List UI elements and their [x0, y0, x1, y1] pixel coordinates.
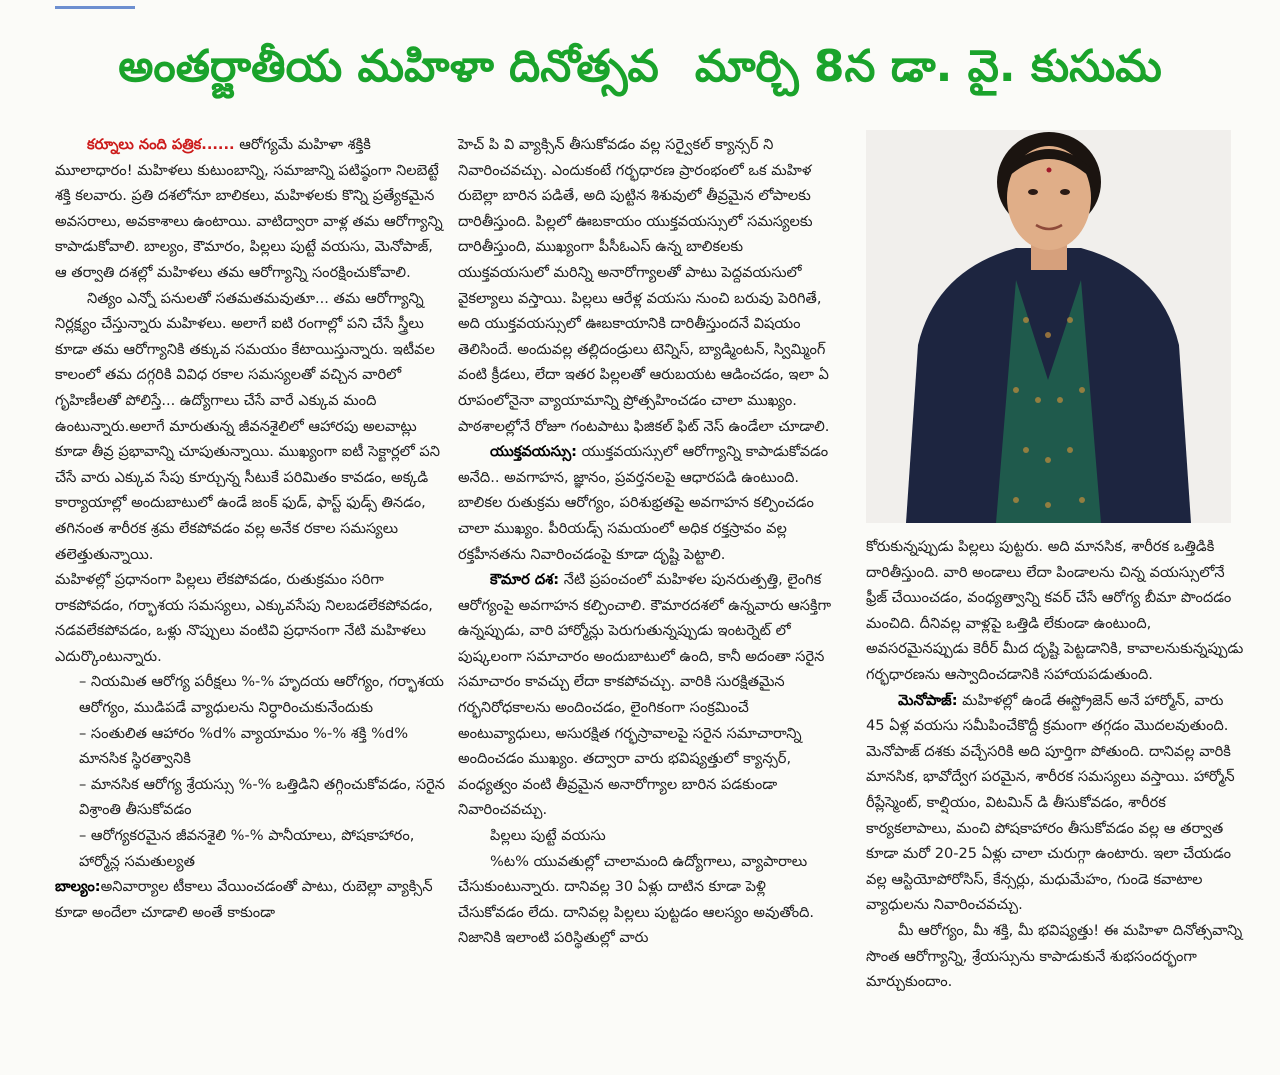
paragraph-teen-stage — [458, 567, 836, 823]
menopause-text: మహిళల్లో ఉండే ఈస్ట్రోజెన్ అనే హార్మోన్, వారు 45 ఏళ్ల వయసు సమీపించేకొద్దీ క్రమంగా తగ్గడం మొదలవుతుంది. మెనోపాజ్ దశకు వచ్చేసరికి అది పూర్తిగా పోతుంది. దానివల్ల వారికి మానసిక, భావోద్వేగ పరమైన, శారీరక సమస్యలు వస్తాయి. హార్మోన్ రీప్లేస్మెంట్, కాల్షియం, విటమిన్ డి తీసుకోవడం, శారీరక కార్యకలాపాలు, మంచి పోషకాహారం తీసుకోవడం వల్ల ఆ తర్వాత కూడా మరో 20-25 ఏళ్లు చాలా చురుగ్గా ఉంటారు. ఇలా చేయడం వల్ల ఆస్టియోపోరోసిస్, కేన్సర్లు, మధుమేహం, గుండె కవాటాల వ్యాధులను నివారించవచ్చు. — [866, 691, 1235, 914]
headline-part-2: మార్చి 8న డా. వై. కుసుమ — [694, 41, 1162, 92]
portrait-photo — [866, 130, 1231, 523]
headline — [0, 40, 1280, 104]
paragraph-menopause — [866, 688, 1244, 918]
paragraph-intro-text: ఆరోగ్యమే మహిళా శక్తికి మూలాధారం! మహిళలు కుటుంబాన్ని, సమాజాన్ని పటిష్ఠంగా నిలబెట్టే శక్తి కలవారు. ప్రతి దశలోనూ బాలికలు, మహిళలకు కొన్ని ప్రత్యేకమైన అవసరాలు, అవకాశాలు ఉంటాయి. వాటిద్వారా వాళ్ల తమ ఆరోగ్యాన్ని కాపాడుకోవాలి. బాల్యం, కౌమారం, పిల్లలు పుట్టే వయసు, మెనోపాజ్, ఆ తర్వాతి దశల్లో మహిళలు తమ ఆరోగ్యాన్ని సంరక్షించుకోవాలి. — [55, 136, 443, 281]
bullet-lifestyle: – ఆరోగ్యకరమైన జీవనశైలి %-% పానీయాలు, పోషకాహారం, హార్మోన్ల సమతుల్యత — [79, 827, 415, 870]
subheading-childbearing-age: పిల్లలు పుట్టే వయసు — [490, 827, 606, 845]
paragraph-lifestyle: నిత్యం ఎన్నో పనులతో సతమతమవుతూ... తమ ఆరోగ్యాన్ని నిర్లక్ష్యం చేస్తున్నారు మహిళలు. అలాగే ఐటి రంగాల్లో పని చేసే స్త్రీలు కూడా తమ ఆరోగ్యానికి తక్కువ సమయం కేటాయిస్తున్నారు. ఇటీవల కాలంలో తమ దగ్గరికి వివిధ రకాల సమస్యలతో వచ్చిన వారిలో గృహిణీలతో పోలిస్తే... ఉద్యోగాలు చేసే వారే ఎక్కువ మంది ఉంటున్నారు.అలాగే మారుతున్న జీవనశైలిలో ఆహారపు అలవాట్లు కూడా తీవ్ర ప్రభావాన్ని చూపుతున్నాయి. ముఖ్యంగా ఐటీ సెక్టార్లలో పని చేసే వారు ఎక్కువ సేపు కూర్చున్న సీటుకే పరిమితం కావడం, అక్కడి కార్యాయాల్లో అందుబాటులో ఉండే జంక్ ఫుడ్, ఫాస్ట్ ఫుడ్స్ తినడం, తగినంత శారీరక శ్రమ లేకపోవడం వల్ల అనేక రకాల సమస్యలు తలెత్తుతున్నాయి. — [55, 289, 441, 563]
article-column-2 — [458, 132, 836, 951]
teen-stage-text: నేటి ప్రపంచంలో మహిళల పునరుత్పత్తి, లైంగిక ఆరోగ్యంపై అవగాహన కల్పించాలి. కౌమారదశలో ఉన్నవారు ఆసక్తిగా ఉన్నప్పుడు, వారి హార్మోన్లు పెరుగుతున్నప్పుడు ఇంటర్నెట్ లో పుష్కలంగా సమాచారం అందుబాటులో ఉంది, కానీ అదంతా సరైన సమాచారం కావచ్చు లేదా కాకపోవచ్చు. వారికి సురక్షితమైన గర్భనిరోధకాలను అందించడం, లైంగికంగా సంక్రమించే అంటువ్యాధులు, అసురక్షిత గర్భస్రావాలపై సరైన సమాచారాన్ని అందించడం ముఖ్యం. తద్వారా వారు భవిష్యత్తులో క్యాన్సర్, వంధ్యత్వం వంటి తీవ్రమైన అనారోగ్యాల బారిన పడకుండా నివారించవచ్చు. — [458, 571, 832, 819]
article-column-3 — [866, 534, 1244, 995]
paragraph-hpv: హెచ్ పి వి వ్యాక్సిన్ తీసుకోవడం వల్ల సర్వైకల్ క్యాన్సర్ ని నివారించవచ్చు. ఎందుకంటే గర్భధారణ ప్రారంభంలో ఒక మహిళ రుబెల్లా బారిన పడితే, అది పుట్టిన శిశువులో తీవ్రమైన లోపాలకు దారితీస్తుంది. పిల్లలో ఊబకాయం యుక్తవయస్సులో సమస్యలకు దారితీస్తుంది, ముఖ్యంగా పీసీఓఎస్ ఉన్న బాలికలకు యుక్తవయసులో మరిన్ని అనారోగ్యాలతో పాటు పెద్దవయసులో వైకల్యాలు వస్తాయి. పిల్లలు ఆరేళ్ల వయసు నుంచి బరువు పెరిగితే, అది యుక్తవయస్సులో ఊబకాయానికి దారితీస్తుందనే విషయం తెలిసిందే. అందువల్ల తల్లిదండ్రులు టెన్నిస్, బ్యాడ్మింటన్, స్విమ్మింగ్ వంటి క్రీడలు, లేదా ఇతర పిల్లలతో ఆరుబయట ఆడించడం, ఇలా ఏ రూపంలోనైనా వ్యాయామాన్ని ప్రోత్సహించడం చాలా ముఖ్యం. పాఠశాలల్లోనే రోజూ గంటపాటు ఫిజికల్ ఫిట్ నెస్ ఉండేలా చూడాలి. — [458, 136, 830, 435]
dateline-label: కర్నూలు నంది పత్రిక...... — [87, 136, 235, 153]
paragraph-fertility: కోరుకున్నప్పుడు పిల్లలు పుట్టరు. అది మానసిక, శారీరక ఒత్తిడికి దారితీస్తుంది. వారి అండాలు లేదా పిండాలను చిన్న వయస్సులోనే ఫ్రీజ్ చేయించడం, వంధ్యత్వాన్ని కవర్ చేసే ఆరోగ్య బీమా పొందడం మంచిది. దీనివల్ల వాళ్లపై ఒత్తిడి లేకుండా ఉంటుంది, అవసరమైనప్పుడు కెరీర్ మీద దృష్టి పెట్టడానికి, కావాలనుకున్నప్పుడు గర్భధారణను ఆస్వాదించడానికి సహాయపడుతుంది. — [866, 538, 1244, 683]
childhood-text: అనివార్యాల టీకాలు వేయించడంతో పాటు, రుబెల్లా వ్యాక్సిన్ కూడా అందేలా చూడాలి అంతే కాకుండా — [55, 878, 433, 921]
bullet-mental-health: – మానసిక ఆరోగ్య శ్రేయస్సు %-% ఒత్తిడిని తగ్గించుకోవడం, సరైన విశ్రాంతి తీసుకోవడం — [79, 775, 445, 819]
adolescence-label: యుక్తవయస్సు: — [490, 443, 577, 461]
paragraph-closing: మీ ఆరోగ్యం, మీ శక్తి, మీ భవిష్యత్తు! ఈ మహిళా దినోత్సవాన్ని సొంత ఆరోగ్యాన్ని, శ్రేయస్సును కాపాడుకునే శుభసందర్భంగా మార్చుకుందాం. — [866, 921, 1243, 991]
top-rule — [55, 6, 135, 9]
headline-part-1: అంతర్జాతీయ మహిళా దినోత్సవ — [118, 41, 659, 92]
childhood-label: బాల్యం: — [55, 878, 101, 896]
paragraph-problems: మహిళల్లో ప్రధానంగా పిల్లలు లేకపోవడం, రుతుక్రమం సరిగా రాకపోవడం, గర్భాశయ సమస్యలు, ఎక్కువసేపు నిలబడలేకపోవడం, నడవలేకపోవడం, ఒళ్లు నొప్పులు వంటివి ప్రధానంగా నేటి మహిళలు ఎదుర్కొంటున్నారు. — [55, 571, 433, 665]
paragraph-intro — [55, 132, 445, 286]
bullet-checkups: – నియమిత ఆరోగ్య పరీక్షలు %-% హృదయ ఆరోగ్యం, గర్భాశయ ఆరోగ్యం, ముడిపడే వ్యాధులను నిర్ధారించుకునేందుకు — [79, 673, 444, 717]
paragraph-childbearing-age: %ట% యువతుల్లో చాలామంది ఉద్యోగాలు, వ్యాపారాలు చేసుకుంటున్నారు. దానివల్ల 30 ఏళ్లు దాటిన కూడా పెళ్లి చేసుకోవడం లేదు. దానివల్ల పిల్లలు పుట్టడం ఆలస్యం అవుతోంది. నిజానికి ఇలాంటి పరిస్థితుల్లో వారు — [458, 852, 815, 947]
adolescence-text: యుక్తవయస్సులో ఆరోగ్యాన్ని కాపాడుకోవడం అనేది.. అవగాహన, జ్ఞానం, ప్రవర్తనలపై ఆధారపడి ఉంటుంది. బాలికల రుతుక్రమ ఆరోగ్యం, పరిశుభ్రతపై అవగాహన కల్పించడం చాలా ముఖ్యం. పీరియడ్స్ సమయంలో అధిక రక్తస్రావం వల్ల రక్తహీనతను నివారించడంపై కూడా దృష్టి పెట్టాలి. — [458, 443, 829, 563]
menopause-label: మెనోపాజ్: — [898, 691, 958, 709]
teen-stage-label: కౌమార దశ: — [490, 571, 560, 589]
paragraph-childhood — [55, 874, 445, 925]
bullet-diet: – సంతులిత ఆహారం %d% వ్యాయామం %-% శక్తి %d% మానసిక స్థిరత్వానికి — [79, 724, 409, 768]
article-column-1 — [55, 132, 445, 925]
paragraph-adolescence — [458, 439, 836, 567]
